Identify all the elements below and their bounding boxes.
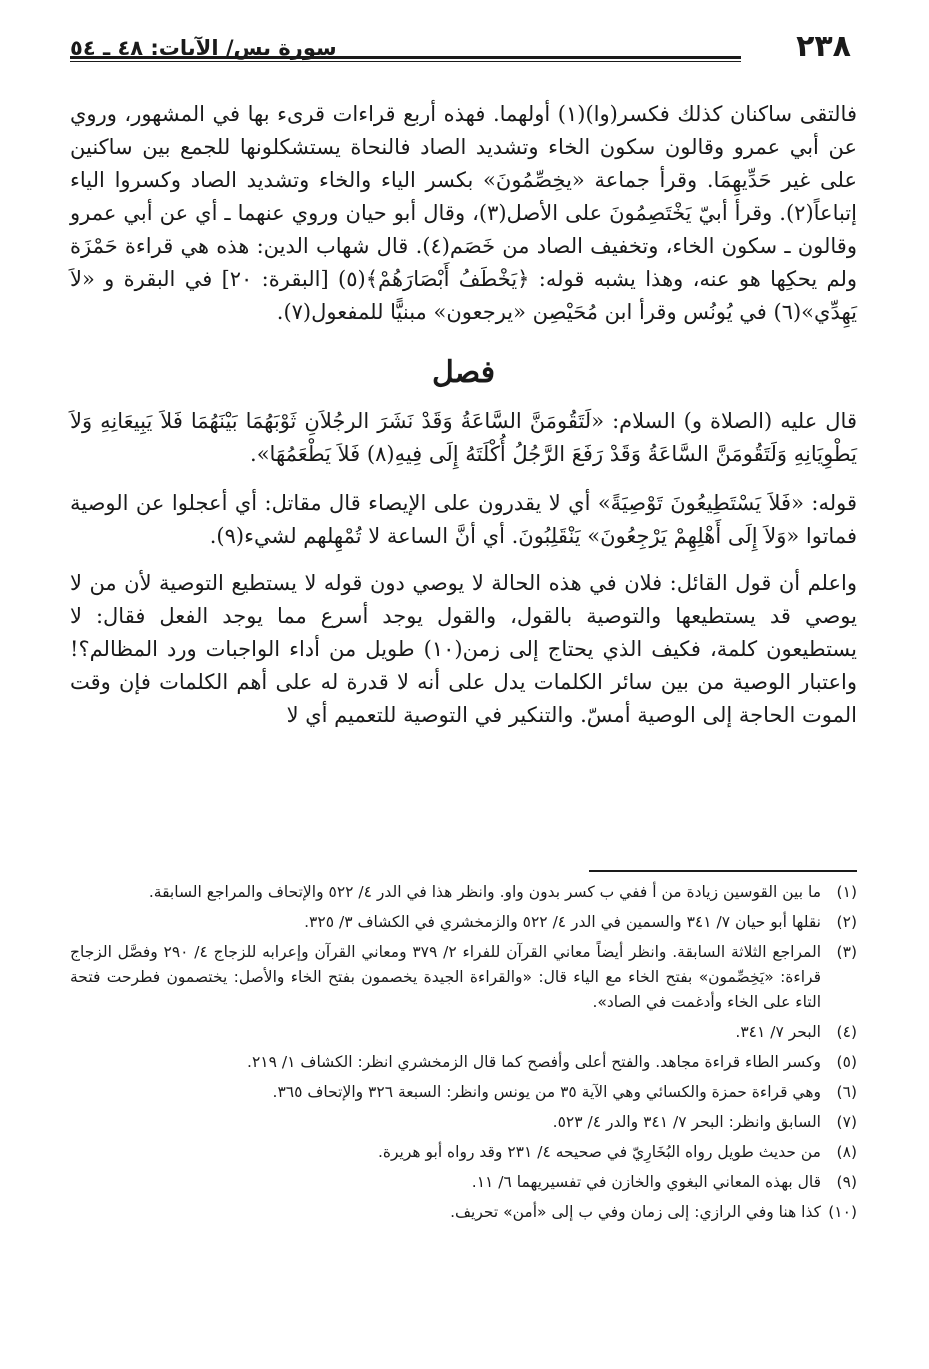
footnote <box>70 1050 857 1075</box>
body-paragraph-closing: واعلم أن قول القائل: فلان في هذه الحالة لا يوصي دون قوله لا يستطيع التوصية لأن من لا يوصي قد يستطيعها والتوصية بالقول، والقول يوجد أسرع مما يوجد الفعل فقال: لا يستطيعون كلمة، فكيف الذي يحتاج إلى زمن(١٠) طويل من أداء الواجبات ورد المظالم؟! واعتبار الوصية من بين سائر الكلمات يدل على أنه لا قدرة له على أهم الكلمات فإن وقت الموت الحاجة إلى الوصية أمسّ. والتنكير في التوصية للتعميم أي لا <box>70 571 857 727</box>
footnote-number: (١) <box>836 883 857 901</box>
footnote <box>70 1170 857 1195</box>
footnote <box>70 1110 857 1135</box>
footnote-number: (٥) <box>836 1053 857 1071</box>
footnote <box>70 880 857 905</box>
footnote-text: المراجع الثلاثة السابقة. وانظر أيضاً معاني القرآن للفراء ٢/ ٣٧٩ ومعاني القرآن وإعرابه للزجاج ٤/ ٢٩٠ وفصَّل الزجاج قراءة: «يَخِصِّمون» بفتح الخاء مع الياء قال: «والقراءة الجيدة يخصمون بفتح الخاء والأصل: يختصمون فطرحت فتحة التاء على الخاء وأدغمت في الصاد». <box>70 943 821 1011</box>
footnote-number: (٩) <box>836 1173 857 1191</box>
body-paragraph-hadith: قال عليه (الصلاة و) السلام: «لَتَقُومَنَّ السَّاعَةُ وَقَدْ نَشَرَ الرجُلاَنِ ثَوْبَهُمَا بَيْنَهُمَا فَلاَ يَبِيعَانِهِ وَلاَ يَطْوِيَانِهِ وَلَتَقُومَنَّ السَّاعَةُ وَقَدْ رَفَعَ الرَّجُلُ أُكْلَتَهُ إِلَى فِيهِ(٨) فَلاَ يَطْعَمُهَا». <box>70 409 857 466</box>
body-paragraph-tafsir: قوله: «فَلاَ يَسْتَطِيعُونَ تَوْصِيَةً» أي لا يقدرون على الإيصاء قال مقاتل: أي أعجلوا عن الوصية فماتوا «وَلاَ إِلَى أَهْلِهِمْ يَرْجِعُونَ» يَنْقَلِبُونَ. أي أنَّ الساعة لا تُمْهِلهم لشيء(٩). <box>70 491 857 548</box>
page-header <box>70 28 851 72</box>
main-text <box>70 98 857 732</box>
footnote-text: البحر ٧/ ٣٤١. <box>735 1023 821 1041</box>
body-paragraph-readings: فالتقى ساكنان كذلك فكسر(وا)(١) أولهما. فهذه أربع قراءات قرىء بها في المشهور، وروي عن أبي عمرو وقالون سكون الخاء وتشديد الصاد فالنحاة يستشكلونها للجمع بين ساكنين على غير حَدِّيهِمَا. وقرأ جماعة «يخِصِّمُونَ» بكسر الياء والخاء وتشديد الصاد وكسروا الياء إتباعاً(٢). وقرأ أبيّ يَخْتَصِمُونَ على الأصل(٣)، وقال أبو حيان وروي عنهما ـ أي عن أبي عمرو وقالون ـ سكون الخاء، وتخفيف الصاد من خَصَم(٤). قال شهاب الدين: هذه هي قراءة حَمْزَة ولم يحكِها هو عنه، وهذا يشبه قوله: ﴿يَخْطَفُ أَبْصَارَهُمْ﴾(٥) [البقرة: ٢٠] في البقرة و «لاَ يَهِدِّي»(٦) في يُونُس وقرأ ابن مُحَيْصِن «يرجعون» مبنيًّا للمفعول(٧). <box>70 102 857 324</box>
footnote-number: (٢) <box>836 913 857 931</box>
footnotes <box>70 880 857 1230</box>
footnote-number: (٦) <box>836 1083 857 1101</box>
footnote-text: ما بين القوسين زيادة من أ ففي ب كسر بدون واو. وانظر هذا في الدر ٤/ ٥٢٢ والإتحاف والمراجع السابقة. <box>148 883 821 901</box>
footnote <box>70 1080 857 1105</box>
footnote-text: قال بهذه المعاني البغوي والخازن في تفسيريهما ٦/ ١١. <box>471 1173 821 1191</box>
footnote-text: وهي قراءة حمزة والكسائي وهي الآية ٣٥ من يونس وانظر: السبعة ٣٢٦ والإتحاف ٣٦٥. <box>272 1083 821 1101</box>
footnote <box>70 1020 857 1045</box>
footnote <box>70 910 857 935</box>
page-number: ٢٣٨ <box>796 29 851 64</box>
footnote <box>70 1200 857 1225</box>
footnote-number: (٧) <box>836 1113 857 1131</box>
header-rule <box>70 56 741 59</box>
footnote-text: من حديث طويل رواه البُخَارِيّ في صحيحه ٤/ ٢٣١ وقد رواه أبو هريرة. <box>377 1143 821 1161</box>
footnote-text: وكسر الطاء قراءة مجاهد. والفتح أعلى وأفصح كما قال الزمخشري انظر: الكشاف ١/ ٢١٩. <box>247 1053 821 1071</box>
footnote-text: نقلها أبو حيان ٧/ ٣٤١ والسمين في الدر ٤/ ٥٢٢ والزمخشري في الكشاف ٣/ ٣٢٥. <box>304 913 821 931</box>
footnote <box>70 940 857 1015</box>
footnote-separator <box>589 870 857 872</box>
footnote-text: السابق وانظر: البحر ٧/ ٣٤١ والدر ٤/ ٥٢٣. <box>552 1113 821 1131</box>
header-rule-thin <box>70 61 741 62</box>
footnote-number: (٤) <box>836 1023 857 1041</box>
running-title: سورة يس/ الآيات: ٤٨ ـ ٥٤ <box>70 36 337 60</box>
footnote-number: (٨) <box>836 1143 857 1161</box>
footnote <box>70 1140 857 1165</box>
footnote-text: كذا هنا وفي الرازي: إلى زمان وفي ب إلى «أمن» تحريف. <box>450 1203 821 1221</box>
footnote-number: (٣) <box>836 943 857 961</box>
footnote-number: (١٠) <box>828 1203 857 1221</box>
section-title: فصل <box>431 355 496 390</box>
